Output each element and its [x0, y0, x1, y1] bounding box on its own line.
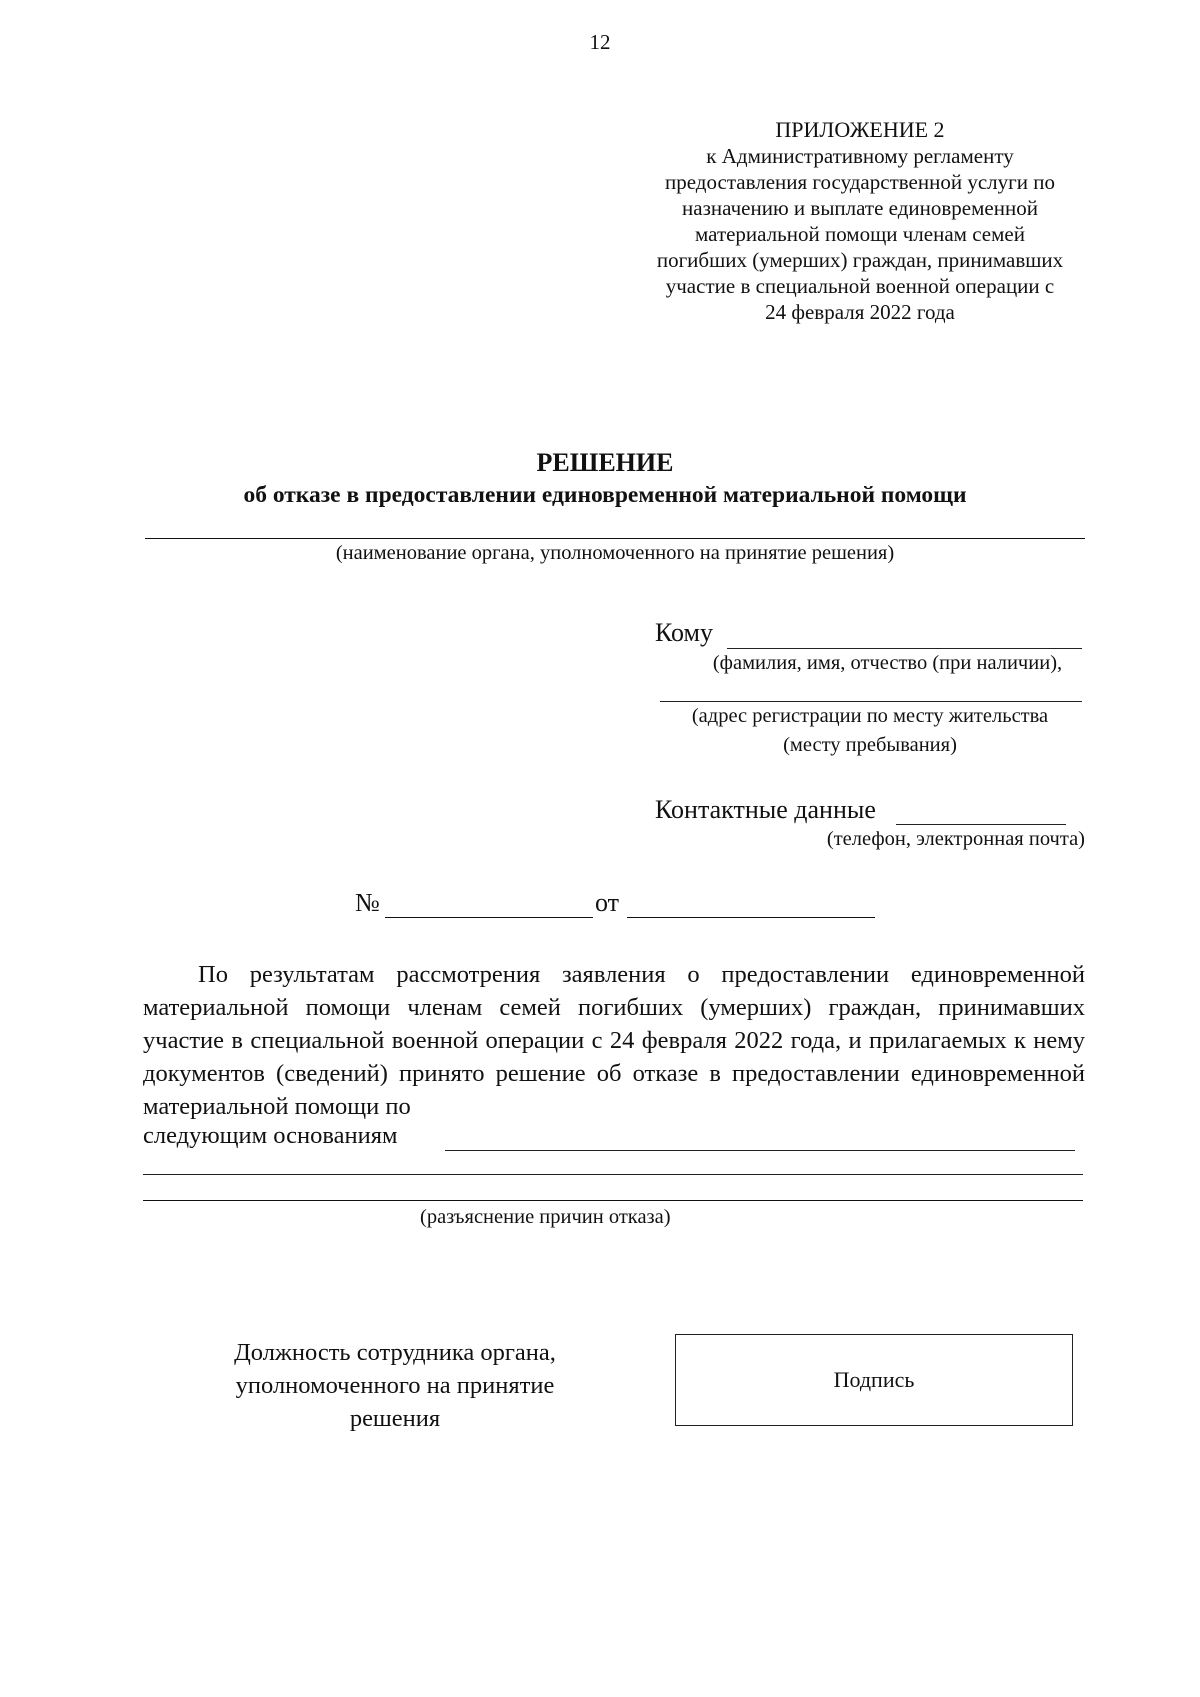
document-title: РЕШЕНИЕ	[536, 448, 674, 477]
appendix-block	[600, 117, 1120, 325]
signer-position-line: решения	[349, 1405, 441, 1432]
signer-position-line: Должность сотрудника органа,	[234, 1339, 556, 1366]
appendix-line: 24 февраля 2022 года	[765, 300, 955, 324]
reasons-label: следующим основаниям	[143, 1122, 398, 1149]
appendix-heading: ПРИЛОЖЕНИЕ 2	[775, 117, 945, 142]
to-label: Кому	[655, 618, 714, 647]
signature-label: Подпись	[833, 1367, 915, 1392]
signer-position	[180, 1336, 610, 1435]
date-line[interactable]	[627, 917, 875, 918]
reasons-caption: (разъяснение причин отказа)	[420, 1206, 671, 1228]
signer-position-line: уполномоченного на принятие	[235, 1372, 555, 1399]
signature-box[interactable]	[675, 1334, 1073, 1426]
number-label: №	[355, 888, 380, 917]
contacts-line[interactable]	[896, 824, 1066, 825]
reasons-line-2[interactable]	[143, 1174, 1083, 1175]
recipient-address-caption: (адрес регистрации по месту жительства	[691, 705, 1049, 727]
appendix-line: участие в специальной военной операции с	[665, 274, 1055, 298]
document-subtitle: об отказе в предоставлении единовременной материальной помощи	[243, 482, 967, 508]
decision-paragraph	[143, 958, 1085, 1123]
appendix-line: предоставления государственной услуги по	[665, 170, 1055, 194]
contacts-label: Контактные данные	[655, 795, 876, 824]
recipient-address-line[interactable]	[660, 701, 1082, 702]
recipient-address-caption-2: (месту пребывания)	[783, 734, 957, 756]
recipient-name-caption: (фамилия, имя, отчество (при наличии),	[712, 652, 1063, 674]
appendix-line: погибших (умерших) граждан, принимавших	[656, 248, 1064, 272]
authority-name-line[interactable]	[145, 538, 1085, 539]
date-label: от	[595, 888, 620, 917]
reasons-line-3[interactable]	[143, 1200, 1083, 1201]
page-number: 12	[589, 30, 611, 54]
appendix-line: материальной помощи членам семей	[695, 222, 1025, 246]
authority-caption: (наименование органа, уполномоченного на принятие решения)	[335, 542, 895, 564]
contacts-caption: (телефон, электронная почта)	[826, 828, 1085, 850]
number-line[interactable]	[385, 917, 593, 918]
reasons-line-1[interactable]	[445, 1150, 1075, 1151]
appendix-line: к Административному регламенту	[706, 144, 1014, 168]
recipient-name-line[interactable]	[727, 648, 1082, 649]
appendix-line: назначению и выплате единовременной	[682, 196, 1038, 220]
decision-paragraph-text: По результатам рассмотрения заявления о предоставлении единовременной материальной помощи членам семей погибших (умерших) граждан, принимавших участие в специальной военной операции с 24 февраля 2022 года, и прилагаемых к нему документов (сведений) принято решение об отказе в предоставлении единовременной материальной помощи по	[143, 961, 1085, 1120]
